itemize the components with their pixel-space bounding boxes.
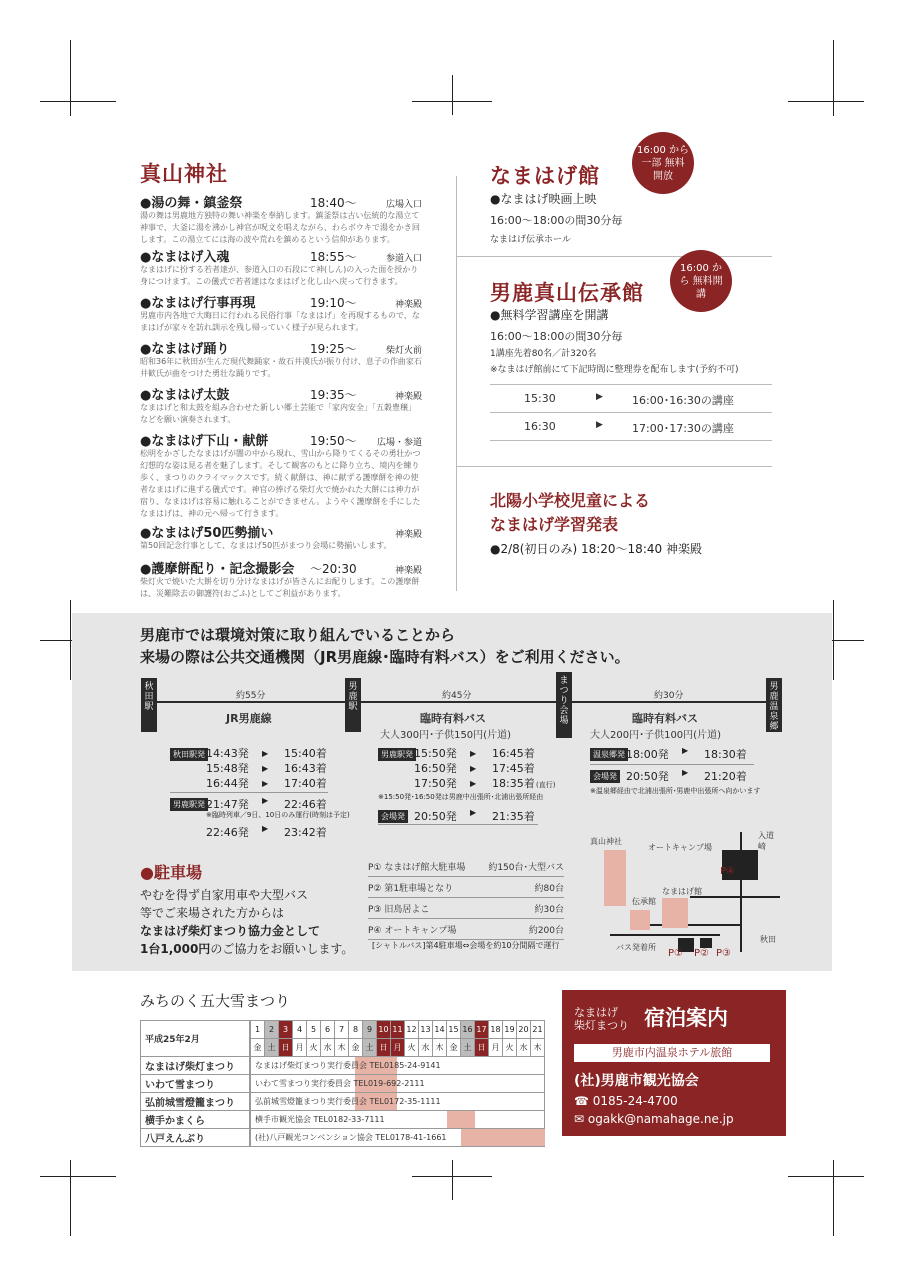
lecture-slot-2: 17:00･17:30の講座 xyxy=(632,422,734,435)
namahagekan-badge: 16:00 から一部 無料開放 xyxy=(632,132,694,194)
namahagekan-title: なまはげ館 xyxy=(490,164,600,188)
transit-line2: 来場の際は公共交通機関（JR男鹿線･臨時有料バス）をご利用ください。 xyxy=(140,648,630,666)
lodging-tel: 0185-24-4700 xyxy=(592,1094,678,1108)
festival-calendar: 平成25年2月 1 2 3 4 5 6 7 8 9 10 11 12 13 14 15 16 17 18 19 20 21 金 土 日 月 火 水 木 金 土 日 月 火 水 木 金 土 日 月 火 水 木 なまはげ柴灯まつり なまはげ柴灯まつり実行委員会 TEL0185-24-9141 いわて雪まつり いわて雪まつり実行委員会 TEL019-692-2111 弘前城雪燈籠まつり 弘前城雪燈籠まつり実行委員会 TEL0172-35-1111 横手かまくら 横手市観光協会 TEL0182-33-7111 八戸えんぶり (社)八戸観光コンベンション協会 TEL0178-41-1661 xyxy=(140,1020,545,1147)
station-oga: 男鹿駅 xyxy=(345,678,361,732)
station-venue: まつり会場 xyxy=(556,672,572,738)
map-label-shrine: 真山神社 xyxy=(590,837,622,846)
mail-icon: ✉ xyxy=(574,1112,588,1126)
map-label-namahagekan: なまはげ館 xyxy=(662,887,702,896)
parking-lot: P② 第1駐車場となり 約80台 xyxy=(368,877,564,898)
lecture-time-2: 16:30 xyxy=(524,420,556,433)
shuttle-note: [シャトルバス]第4駐車場⇔会場を約10分間隔で運行 xyxy=(372,941,560,950)
jr-dep2-1: 21:47発 xyxy=(206,798,249,811)
station-onsen: 男鹿温泉郷 xyxy=(766,678,782,732)
jr-arr2-1: 22:46着 xyxy=(284,798,327,811)
lecture-time-1: 15:30 xyxy=(524,392,556,405)
shrine-title: 真山神社 xyxy=(140,162,228,186)
lecture-slot-1: 16:00･16:30の講座 xyxy=(632,394,734,407)
access-map xyxy=(590,826,780,966)
map-label-nyudo: 入道崎 xyxy=(758,831,774,851)
jr-dep2-2: 22:46発 xyxy=(206,826,249,839)
shrine-event: ●なまはげ太鼓 19:35〜 神楽殿 なまはげと和太鼓を組み合わせた新しい郷土芸能で「家内安全」「五穀豊穣」などを願い演奏されます。 xyxy=(140,388,422,424)
bus2-dep2: 20:50発 xyxy=(626,770,669,783)
map-p2: P② xyxy=(694,948,709,959)
shrine-event: ●なまはげ踊り 19:25〜 柴灯火前 昭和36年に秋田が生んだ現代舞踊家・故石井漠氏が振り付け、息子の作曲家石井歓氏が曲をつけた勇壮な踊りです。 xyxy=(140,342,422,378)
map-label-densho: 伝承館 xyxy=(632,897,656,906)
bus2-dep1: 18:00発 xyxy=(626,748,669,761)
bus1-dep2: 20:50発 xyxy=(414,810,457,823)
map-p1: P① xyxy=(668,948,683,959)
parking-title: ●駐車場 xyxy=(140,863,202,882)
map-p4: P④ xyxy=(720,866,735,877)
school-title-2: なまはげ学習発表 xyxy=(490,515,619,534)
map-label-camp: オートキャンプ場 xyxy=(648,843,712,852)
lodging-s1: なまはげ xyxy=(574,1006,618,1019)
calendar-title: みちのく五大雪まつり xyxy=(140,992,291,1010)
parking-lot: P③ 旧鳥居よこ 約30台 xyxy=(368,898,564,919)
parking-lot: P④ オートキャンプ場 約200台 xyxy=(368,919,564,940)
shrine-event: ●なまはげ入魂 18:55〜 参道入口 なまはげに扮する若者達が、参道入口の石段にて神(しん)の入った面を授かり身につけます。この儀式で若者達はなまはげと化し山へ戻って行きます。 xyxy=(140,250,422,286)
denshokan-title: 男鹿真山伝承館 xyxy=(490,281,644,305)
school-title-1: 北陽小学校児童による xyxy=(490,491,651,510)
parking-lot: P① なまはげ館大駐車場 約150台･大型バス xyxy=(368,856,564,877)
bus2-arr2: 21:20着 xyxy=(704,770,747,783)
lodging-s2: 柴灯まつり xyxy=(574,1019,629,1032)
map-label-akita: 秋田 xyxy=(760,935,776,944)
shrine-event: ●護摩餅配り・記念撮影会 〜20:30 神楽殿 柴灯火で焼いた大餅を切り分けなまはげが皆さんにお配りします。この護摩餅は、災難除去の御護符(おごふ)としてご利益があります。 xyxy=(140,562,422,598)
duration-1: 約55分 xyxy=(236,691,266,701)
bus2-fare: 大人200円･子供100円(片道) xyxy=(590,730,721,741)
bus1-name: 臨時有料バス xyxy=(420,712,486,725)
jr-name: JR男鹿線 xyxy=(226,712,272,725)
jr-note: ※臨時列車／9日、10日のみ運行(時刻は予定) xyxy=(206,811,350,819)
shrine-event: ●なまはげ50匹勢揃い 神楽殿 第50回記念行事として、なまはげ50匹がまつり会場に勢揃いします。 xyxy=(140,526,422,550)
parking-text: やむを得ず自家用車や大型バス 等でご来場された方からは なまはげ柴灯まつり協力金として 1台1,000円のご協力をお願いします。 xyxy=(140,888,354,956)
denshokan-cap: 1講座先着80名／計320名 xyxy=(490,349,597,359)
bus1-dep: 15:50発 16:50発 17:50発 xyxy=(414,747,457,790)
shrine-event: ●なまはげ下山・献餅 19:50〜 広場・参道 松明をかざしたなまはげが闇の中から現れ、雪山から降りてくるその勇壮かつ幻想的な姿は見る者を魅了します。そして観客のもとに降り立ち、境内を練り歩く、まつりのクライマックスです。続く献餅は、神に献ずる護摩餅を神の使者なまはげに進ずる儀式です。神官の捧げる柴灯火で焼かれた大餅には神力が宿り、なまはげは容易に触れることができません。ようやく護摩餅を手にしたなまはげは、神の元へ帰って行きます。 xyxy=(140,434,422,518)
station-akita: 秋田駅 xyxy=(141,678,157,732)
bus2-from2: 会場発 xyxy=(590,770,620,783)
lodging-org: (社)男鹿市観光協会 xyxy=(574,1073,699,1089)
bus1-note: ※15:50発･16:50発は男鹿中出張所･北浦出張所経由 xyxy=(378,793,544,801)
map-p3: P③ xyxy=(716,948,731,959)
lodging-box xyxy=(562,990,786,1136)
shrine-event: ●なまはげ行事再現 19:10〜 神楽殿 男鹿市内各地で大晦日に行われる民俗行事「なまはげ」を再現するもので、なまはげが家々を訪れ訓示を残し帰っていく様子が見られます。 xyxy=(140,296,422,332)
lodging-mail[interactable]: ogakk@namahage.ne.jp xyxy=(587,1112,734,1126)
denshokan-item: ●無料学習講座を開講 xyxy=(490,308,609,322)
bus1-direct: (直行) xyxy=(536,781,556,789)
jr-dep1: 14:43発 15:48発 16:44発 xyxy=(206,747,249,790)
school-item: ●2/8(初日のみ) 18:20〜18:40 神楽殿 xyxy=(490,542,702,556)
bus1-arr: 16:45着 17:45着 18:35着 xyxy=(492,747,535,790)
jr-from1: 秋田駅発 xyxy=(170,748,208,761)
jr-arr1: 15:40着 16:43着 17:40着 xyxy=(284,747,327,790)
bus1-arr2: 21:35着 xyxy=(492,810,535,823)
transit-line1: 男鹿市では環境対策に取り組んでいることから xyxy=(140,626,456,644)
namahagekan-item: ●なまはげ映画上映 xyxy=(490,192,597,206)
lodging-sub: 男鹿市内温泉ホテル旅館 xyxy=(574,1044,770,1062)
bus2-arr1: 18:30着 xyxy=(704,748,747,761)
denshokan-note: ※なまはげ館前にて下記時間に整理券を配布します(予約不可) xyxy=(490,365,739,375)
phone-icon: ☎ xyxy=(574,1094,593,1108)
bus1-fare: 大人300円･子供150円(片道) xyxy=(380,730,511,741)
bus2-note: ※温泉郷経由で北浦出張所･男鹿中出張所へ向かいます xyxy=(590,787,761,795)
namahagekan-place: なまはげ伝承ホール xyxy=(490,235,571,245)
bus2-name: 臨時有料バス xyxy=(632,712,698,725)
shrine-event: ●湯の舞・鎮釜祭 18:40〜 広場入口 湯の舞は男鹿地方独特の舞い神楽を奉納します。鎮釜祭は古い伝統的な湯立て神事で、大釜に湯を沸かし神官が呪文を唱えながら、わらボウキで湯をかき回します。この湯立てには海の波や荒れを鎮めるという信仰があります。 xyxy=(140,196,422,244)
lodging-title: 宿泊案内 xyxy=(644,1006,728,1030)
jr-from2: 男鹿駅発 xyxy=(170,798,208,811)
map-label-busstop: バス発着所 xyxy=(616,943,656,952)
bus1-from2: 会場発 xyxy=(378,810,408,823)
jr-arr2-2: 23:42着 xyxy=(284,826,327,839)
namahagekan-time: 16:00〜18:00の間30分毎 xyxy=(490,214,623,227)
denshokan-badge: 16:00 から 無料開講 xyxy=(670,250,732,312)
bus1-from1: 男鹿駅発 xyxy=(378,748,416,761)
duration-2: 約45分 xyxy=(442,691,472,701)
bus2-from1: 温泉郷発 xyxy=(590,748,628,761)
denshokan-time: 16:00〜18:00の間30分毎 xyxy=(490,330,623,343)
duration-3: 約30分 xyxy=(654,691,684,701)
